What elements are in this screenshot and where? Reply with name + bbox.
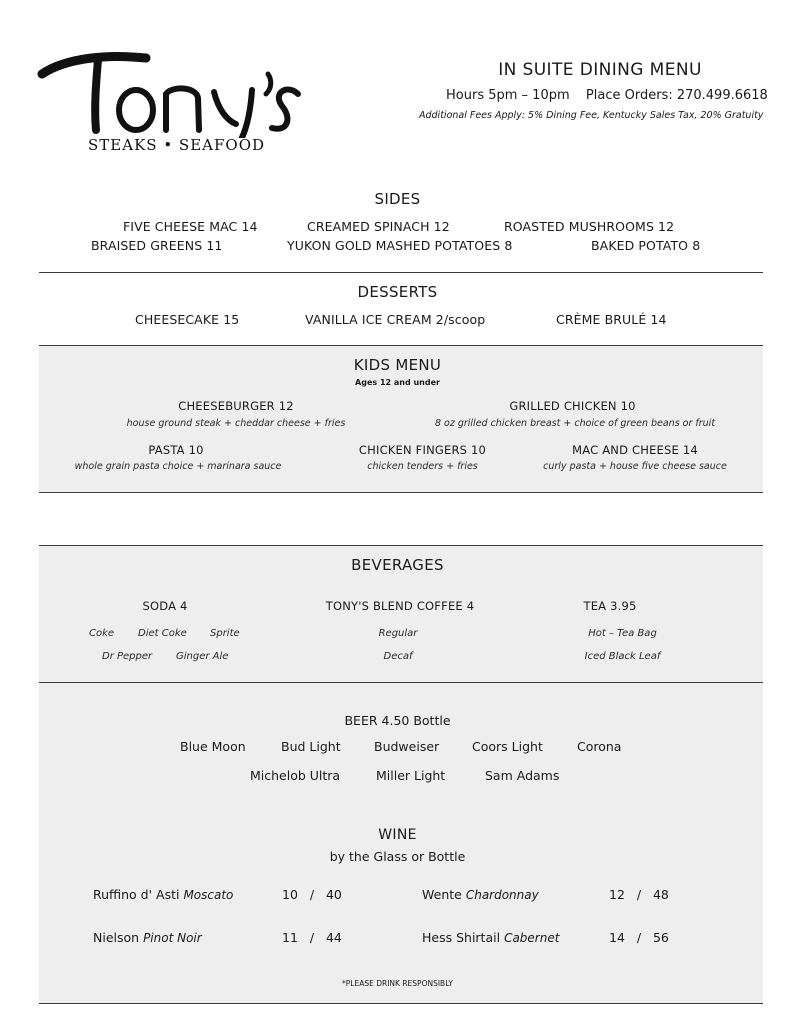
logo-wordmark bbox=[36, 28, 306, 138]
coffee-title: TONY'S BLEND COFFEE 4 bbox=[325, 599, 475, 613]
wine-varietal: Cabernet bbox=[504, 931, 560, 945]
dessert-item: CRÈME BRULÉ 14 bbox=[556, 312, 667, 327]
wine-varietal: Moscato bbox=[183, 888, 234, 902]
place-orders-text: Place Orders: 270.499.6618 bbox=[585, 88, 768, 103]
kids-item-desc: 8 oz grilled chicken breast + choice of green beans or fruit bbox=[434, 418, 716, 429]
divider bbox=[39, 1003, 763, 1004]
hours-line bbox=[446, 88, 768, 103]
divider bbox=[39, 272, 763, 273]
beer-item: Corona bbox=[577, 739, 622, 754]
hours-text: Hours 5pm – 10pm bbox=[446, 88, 570, 103]
beverages-title: BEVERAGES bbox=[351, 556, 444, 574]
wine-name: Ruffino d' Asti bbox=[93, 887, 180, 902]
wine-item bbox=[93, 930, 202, 945]
desserts-title: DESSERTS bbox=[357, 283, 438, 301]
menu-title: IN SUITE DINING MENU bbox=[498, 60, 702, 80]
tea-option: Iced Black Leaf bbox=[584, 651, 661, 662]
tea-option: Hot – Tea Bag bbox=[588, 628, 657, 639]
side-item: ROASTED MUSHROOMS 12 bbox=[504, 219, 675, 234]
beer-item: Michelob Ultra bbox=[250, 768, 341, 783]
tea-title: TEA 3.95 bbox=[583, 599, 637, 613]
kids-menu-title: KIDS MENU bbox=[353, 356, 442, 374]
beer-item: Bud Light bbox=[281, 739, 341, 754]
kids-item-desc: whole grain pasta choice + marinara sauce bbox=[74, 461, 282, 472]
soda-option: Diet Coke bbox=[138, 628, 187, 639]
kids-item-name: CHICKEN FINGERS 10 bbox=[358, 443, 487, 457]
kids-item-desc: curly pasta + house five cheese sauce bbox=[543, 461, 727, 472]
divider bbox=[39, 492, 763, 493]
kids-item-desc: chicken tenders + fries bbox=[367, 461, 478, 472]
dessert-item: CHEESECAKE 15 bbox=[135, 312, 240, 327]
fees-note: Additional Fees Apply: 5% Dining Fee, Kentucky Sales Tax, 20% Gratuity bbox=[419, 110, 764, 121]
side-item: FIVE CHEESE MAC 14 bbox=[123, 219, 258, 234]
wine-varietal: Chardonnay bbox=[465, 888, 539, 902]
beer-item: Sam Adams bbox=[485, 768, 560, 783]
beer-item: Miller Light bbox=[376, 768, 446, 783]
wine-item bbox=[93, 887, 233, 902]
coffee-option: Regular bbox=[378, 628, 418, 639]
soda-option: Dr Pepper bbox=[102, 651, 153, 662]
beer-item: Blue Moon bbox=[180, 739, 246, 754]
kids-item-desc: house ground steak + cheddar cheese + fries bbox=[126, 418, 346, 429]
kids-item-name: MAC AND CHEESE 14 bbox=[572, 443, 698, 457]
soda-option: Sprite bbox=[210, 628, 240, 639]
wine-name: Nielson bbox=[93, 930, 140, 945]
kids-item-name: PASTA 10 bbox=[148, 443, 204, 457]
wine-price: 14 / 56 bbox=[609, 930, 669, 945]
kids-item-name: CHEESEBURGER 12 bbox=[178, 399, 294, 413]
soda-title: SODA 4 bbox=[142, 599, 188, 613]
wine-varietal: Pinot Noir bbox=[143, 931, 202, 945]
beer-item: Budweiser bbox=[374, 739, 440, 754]
wine-price: 12 / 48 bbox=[609, 887, 669, 902]
side-item: YUKON GOLD MASHED POTATOES 8 bbox=[287, 238, 513, 253]
dessert-item: VANILLA ICE CREAM 2/scoop bbox=[305, 312, 486, 327]
divider bbox=[39, 345, 763, 346]
wine-subtitle: by the Glass or Bottle bbox=[329, 849, 466, 864]
divider bbox=[39, 545, 763, 546]
logo-tagline: STEAKS • SEAFOOD bbox=[88, 136, 266, 154]
beer-title: BEER 4.50 Bottle bbox=[344, 713, 451, 728]
side-item: CREAMED SPINACH 12 bbox=[307, 219, 450, 234]
wine-title: WINE bbox=[378, 827, 417, 843]
wine-price: 10 / 40 bbox=[282, 887, 342, 902]
sides-title: SIDES bbox=[374, 190, 421, 208]
side-item: BRAISED GREENS 11 bbox=[91, 238, 223, 253]
soda-option: Ginger Ale bbox=[176, 651, 229, 662]
wine-name: Wente bbox=[422, 887, 462, 902]
wine-name: Hess Shirtail bbox=[422, 930, 501, 945]
wine-price: 11 / 44 bbox=[282, 930, 342, 945]
soda-option: Coke bbox=[89, 628, 115, 639]
wine-item bbox=[422, 887, 539, 902]
kids-item-name: GRILLED CHICKEN 10 bbox=[509, 399, 636, 413]
kids-menu-subtitle: Ages 12 and under bbox=[355, 378, 440, 387]
beer-wine-panel bbox=[39, 683, 763, 1003]
wine-item bbox=[422, 930, 559, 945]
drink-responsibly-note: *PLEASE DRINK RESPONSIBLY bbox=[342, 979, 453, 988]
coffee-option: Decaf bbox=[383, 651, 413, 662]
side-item: BAKED POTATO 8 bbox=[591, 238, 701, 253]
beer-item: Coors Light bbox=[472, 739, 543, 754]
